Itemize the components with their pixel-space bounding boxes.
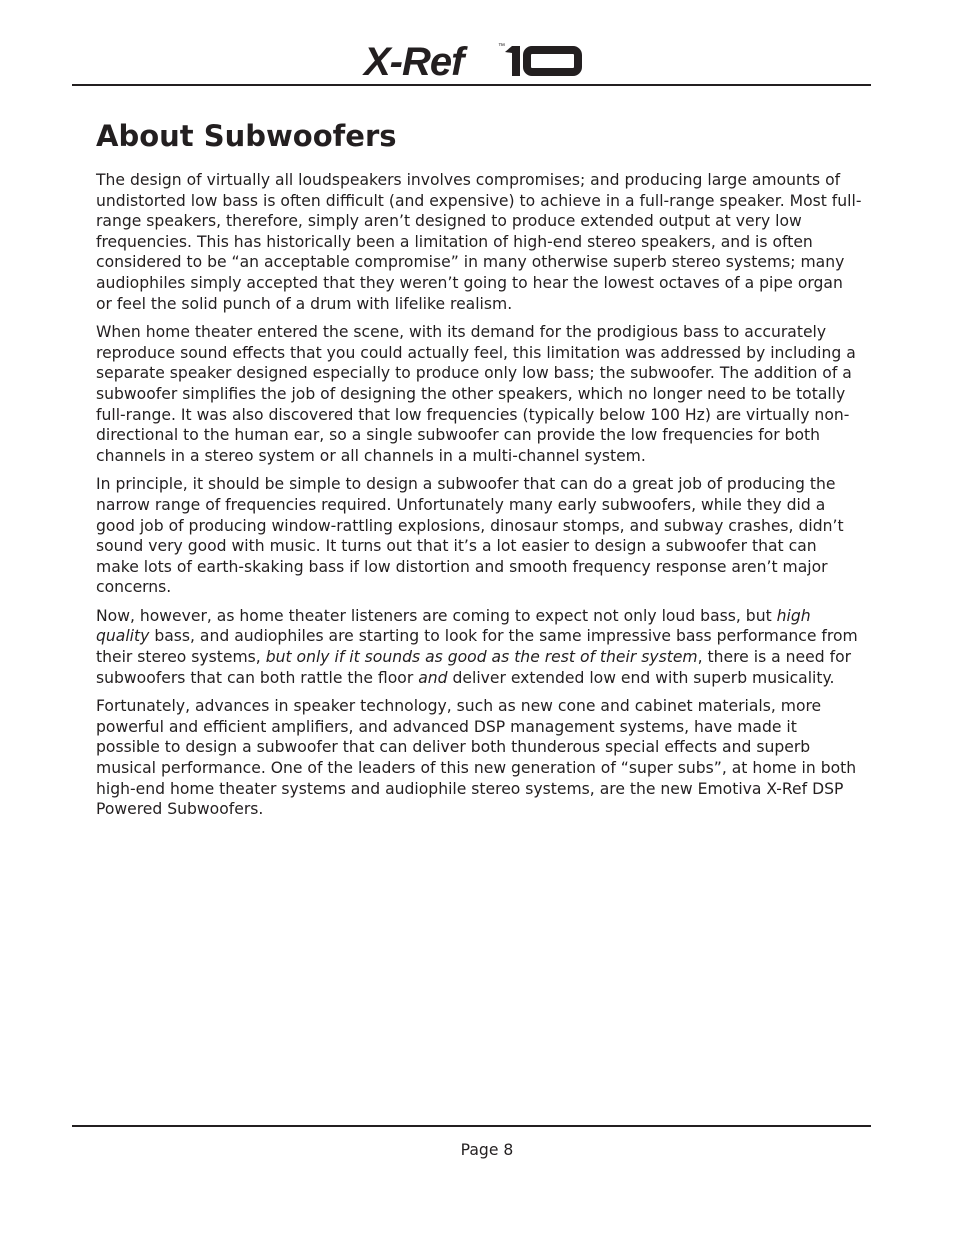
brand-logo bbox=[0, 38, 954, 82]
paragraph-text: Now, however, as home theater listeners are coming to expect not only loud bass, but bbox=[96, 606, 777, 625]
logo-text: X-Ref bbox=[364, 40, 464, 82]
emphasis-text: and bbox=[418, 668, 448, 687]
emphasis-text: but only if it sounds as good as the rest of their system bbox=[265, 648, 698, 667]
footer-rule bbox=[72, 1125, 871, 1127]
logo-number-one bbox=[512, 46, 520, 76]
body-paragraph bbox=[96, 696, 862, 820]
paragraph-text: In principle, it should be simple to design a subwoofer that can do a great job of producing the narrow range of frequencies required. Unfortunately many early subwoofers, while they did a good job of producing window-rattling explosions, dinosaur stomps, and subway crashes, didn’t sound very good with music. It turns out that it’s a lot easier to design a subwoofer that can make lots of earth-skaking bass if low distortion and smooth frequency response aren’t major concerns. bbox=[96, 475, 844, 597]
body-paragraph bbox=[96, 322, 862, 466]
logo-number-zero bbox=[527, 50, 578, 72]
logo-number bbox=[505, 46, 578, 76]
logo-number-one-cap bbox=[505, 46, 512, 53]
header-rule bbox=[72, 84, 871, 86]
page-title: About Subwoofers bbox=[96, 119, 397, 153]
logo-trademark: ™ bbox=[498, 43, 505, 50]
paragraph-text: bass, and audiophiles are starting to look for the same impressive bass performance from their stereo systems, bbox=[96, 627, 858, 667]
paragraph-text: Fortunately, advances in speaker technology, such as new cone and cabinet materials, more powerful and efficient amplifiers, and advanced DSP management systems, have made it possible to design a subwoofer that can deliver both thunderous special effects and superb musical performance. One of the leaders of this new generation of “super subs”, at home in both high-end home theater systems and audiophile stereo systems, are the new Emotiva X-Ref DSP Powered Subwoofers. bbox=[96, 697, 857, 819]
x-ref-10-logo bbox=[362, 38, 592, 82]
body-paragraph bbox=[96, 474, 862, 598]
body-text bbox=[96, 170, 862, 828]
page-number: Page 8 bbox=[460, 1141, 514, 1159]
paragraph-text: When home theater entered the scene, with its demand for the prodigious bass to accurately reproduce sound effects that you could actually feel, this limitation was addressed by including a separate speaker designed especially to produce only low bass; the subwoofer. The addition of a subwoofer simplifies the job of designing the other speakers, which no longer need to be totally full-range. It was also discovered that low frequencies (typically below 100 Hz) are virtually non-directional to the human ear, so a single subwoofer can provide the low frequencies for both channels in a stereo system or all channels in a multi-channel system. bbox=[96, 323, 856, 465]
paragraph-text: , there is a need for subwoofers that can both rattle the floor bbox=[96, 648, 852, 687]
emphasis-text: high quality bbox=[96, 606, 811, 646]
paragraph-text: deliver extended low end with superb musicality. bbox=[447, 668, 835, 687]
paragraph-text: The design of virtually all loudspeakers involves compromises; and producing large amounts of undistorted low bass is often difficult (and expensive) to achieve in a full-range speaker. Most full-range speakers, therefore, simply aren’t designed to produce extended output at very low frequencies. This has historically been a limitation of high-end stereo speakers, and is often considered to be “an acceptable compromise” in many otherwise superb stereo systems; many audiophiles simply accepted that they weren’t going to hear the lowest octaves of a pipe organ or feel the solid punch of a drum with lifelike realism. bbox=[96, 171, 862, 313]
body-paragraph bbox=[96, 606, 862, 688]
body-paragraph bbox=[96, 170, 862, 314]
